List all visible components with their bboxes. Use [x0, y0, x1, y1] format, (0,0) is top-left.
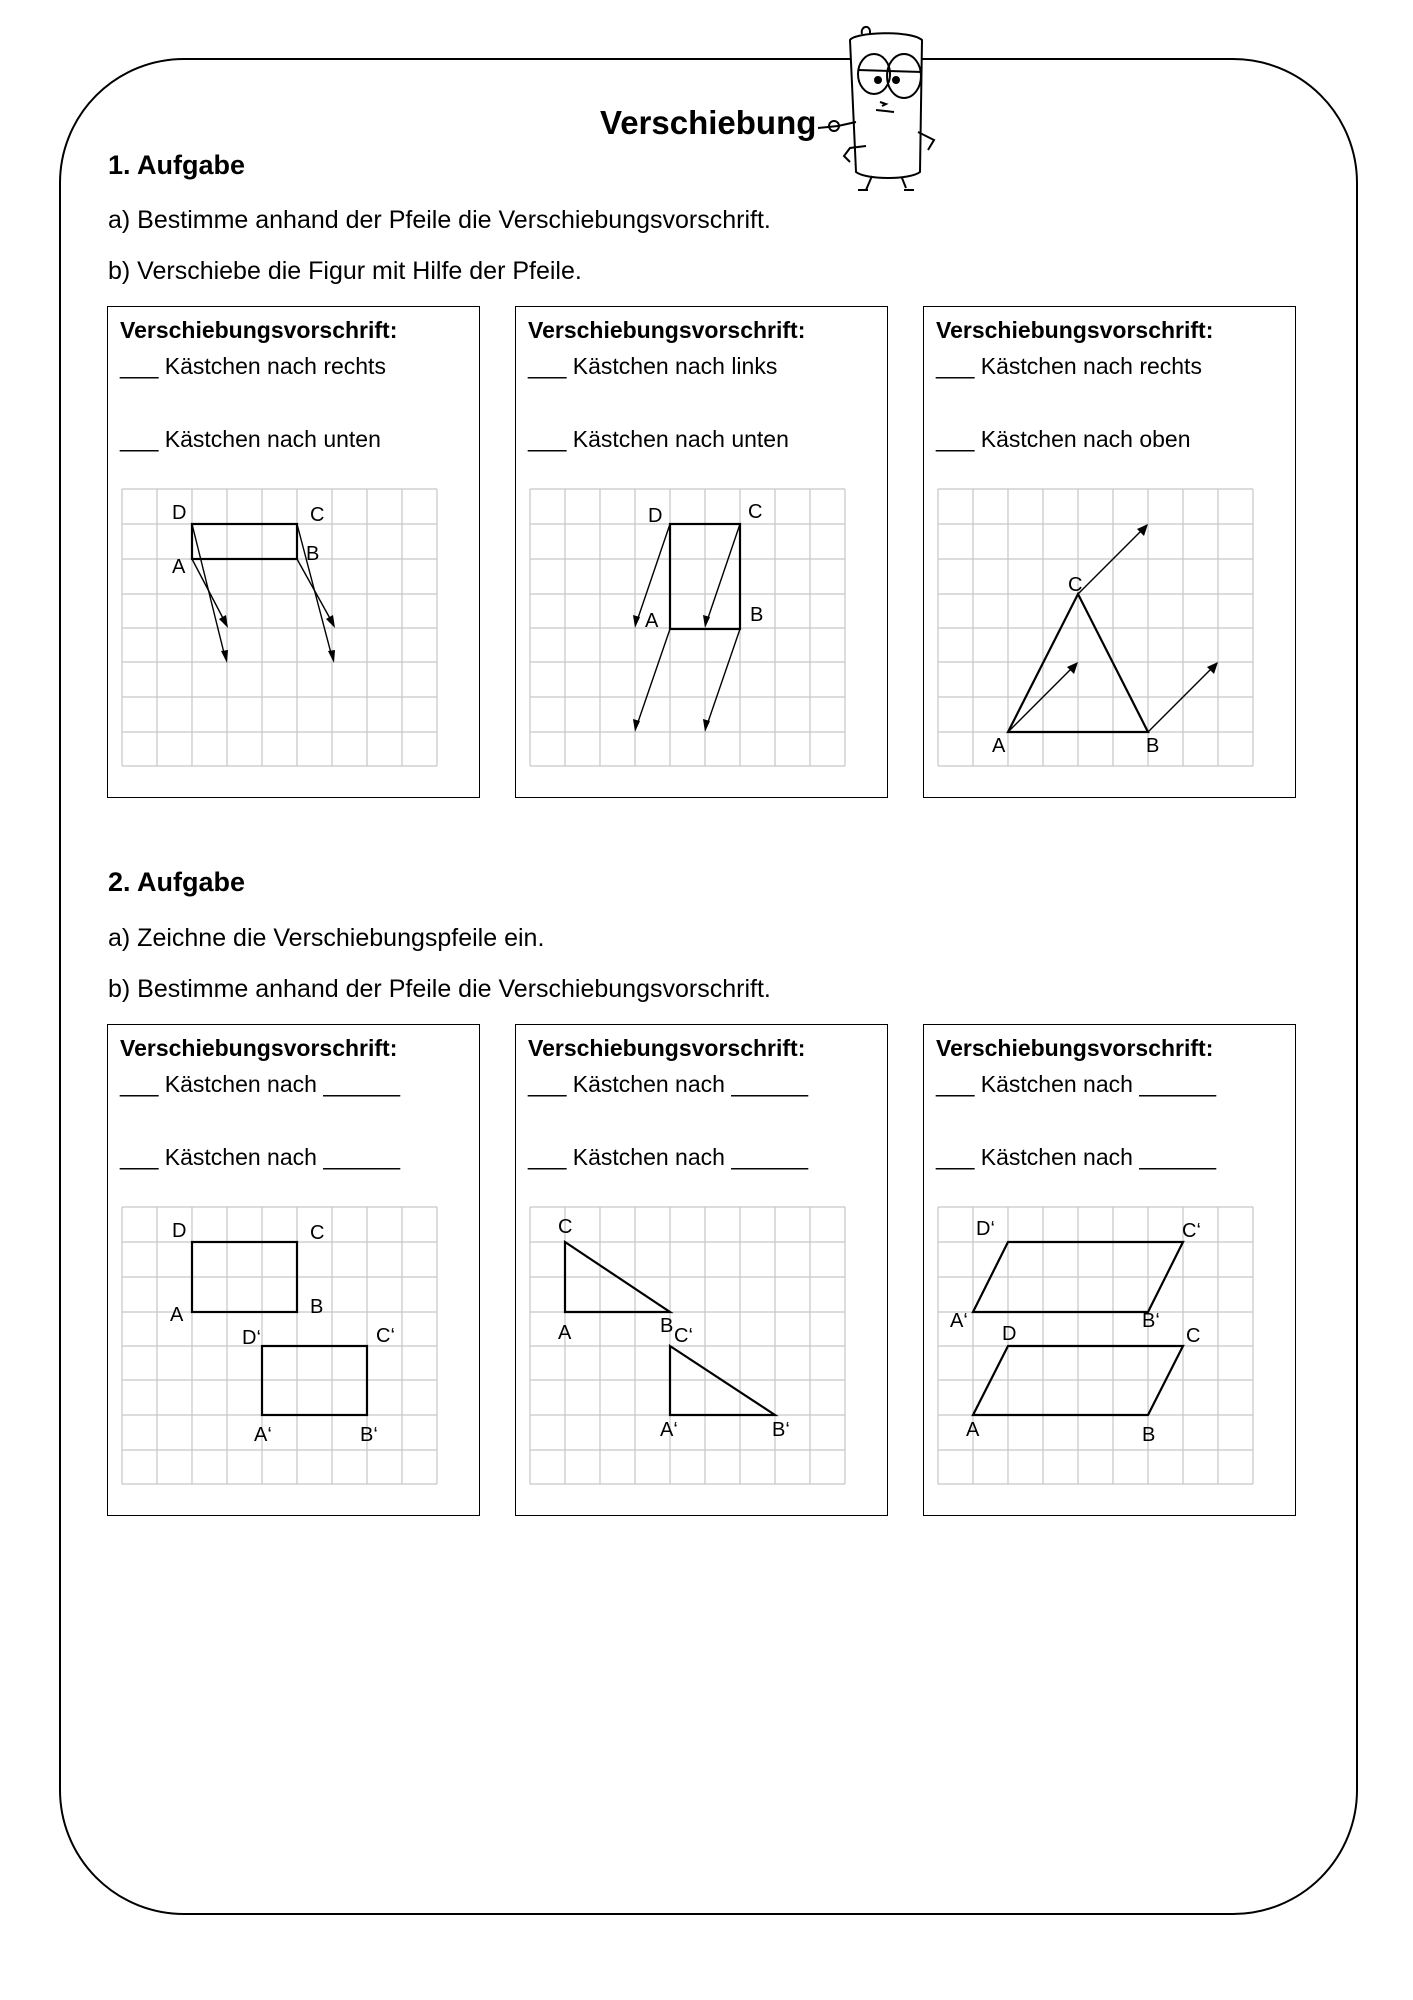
rectangle-abcd	[192, 524, 297, 559]
box-row-2: ___ Kästchen nach unten	[528, 426, 789, 452]
task2-instruction-b: b) Bestimme anhand der Pfeile die Verschiebungsvorschrift.	[108, 975, 771, 1003]
grid-figure	[936, 1205, 1258, 1485]
grid-figure	[528, 487, 850, 767]
box-row-1: ___ Kästchen nach links	[528, 353, 778, 379]
box-row-1: ___ Kästchen nach rechts	[120, 353, 386, 379]
point-label-a: A	[645, 610, 659, 632]
grid-figure	[120, 487, 442, 767]
point-label-c: C	[748, 501, 763, 523]
box-row-1: ___ Kästchen nach ______	[120, 1071, 401, 1097]
point-label-a: A	[992, 735, 1006, 757]
point-label-c: C	[310, 504, 325, 526]
box-row-1: ___ Kästchen nach ______	[528, 1071, 809, 1097]
task2-box-1	[107, 1024, 480, 1516]
box-heading: Verschiebungsvorschrift:	[936, 317, 1214, 343]
grid-figure	[936, 487, 1258, 767]
grid-lines	[122, 489, 437, 766]
point-label-b-image: B‘	[360, 1424, 378, 1446]
point-label-d-image: D‘	[976, 1218, 995, 1240]
point-label-a-image: A‘	[254, 1424, 272, 1446]
mascot-icon	[810, 22, 945, 192]
task2-heading: 2. Aufgabe	[108, 867, 246, 897]
point-label-b-image: B‘	[772, 1419, 790, 1441]
point-label-c: C	[1186, 1325, 1201, 1347]
box-row-2: ___ Kästchen nach ______	[120, 1144, 401, 1170]
point-label-b: B	[1142, 1424, 1156, 1446]
point-label-b-image: B‘	[1142, 1310, 1160, 1332]
point-label-a-image: A‘	[950, 1310, 968, 1332]
task1-instruction-a: a) Bestimme anhand der Pfeile die Verschiebungsvorschrift.	[108, 206, 771, 234]
grid-figure	[528, 1205, 850, 1485]
task2-box-3	[923, 1024, 1296, 1516]
point-label-b: B	[306, 543, 320, 565]
box-heading: Verschiebungsvorschrift:	[120, 1035, 398, 1061]
page-title: Verschiebung	[600, 104, 817, 141]
point-label-c-image: C‘	[1182, 1220, 1201, 1242]
grid-lines	[530, 489, 845, 766]
point-label-c: C	[310, 1222, 325, 1244]
point-label-a-image: A‘	[660, 1419, 678, 1441]
point-label-d: D	[172, 1220, 187, 1242]
task1-box-2	[515, 306, 888, 798]
point-label-a: A	[170, 1304, 184, 1326]
box-heading: Verschiebungsvorschrift:	[120, 317, 398, 343]
point-label-c-image: C‘	[376, 1325, 395, 1347]
grid-figure	[120, 1205, 442, 1485]
point-label-c: C	[558, 1216, 573, 1238]
task1-heading: 1. Aufgabe	[108, 150, 246, 180]
point-label-d: D	[1002, 1323, 1017, 1345]
point-label-c: C	[1068, 574, 1083, 596]
box-row-2: ___ Kästchen nach ______	[936, 1144, 1217, 1170]
box-row-1: ___ Kästchen nach rechts	[936, 353, 1202, 379]
box-row-2: ___ Kästchen nach oben	[936, 426, 1191, 452]
task1-box-1	[107, 306, 480, 798]
box-row-2: ___ Kästchen nach ______	[528, 1144, 809, 1170]
point-label-d: D	[172, 502, 187, 524]
point-label-d: D	[648, 505, 663, 527]
task1-box-3	[923, 306, 1296, 798]
point-label-b: B	[660, 1315, 674, 1337]
box-row-1: ___ Kästchen nach ______	[936, 1071, 1217, 1097]
point-label-a: A	[172, 556, 186, 578]
task2-box-2	[515, 1024, 888, 1516]
point-label-b: B	[1146, 735, 1160, 757]
task1-instruction-b: b) Verschiebe die Figur mit Hilfe der Pfeile.	[108, 257, 582, 285]
box-heading: Verschiebungsvorschrift:	[528, 1035, 806, 1061]
box-row-2: ___ Kästchen nach unten	[120, 426, 381, 452]
point-label-c-image: C‘	[674, 1325, 693, 1347]
task2-instruction-a: a) Zeichne die Verschiebungspfeile ein.	[108, 924, 545, 952]
point-label-a: A	[558, 1322, 572, 1344]
box-heading: Verschiebungsvorschrift:	[528, 317, 806, 343]
box-heading: Verschiebungsvorschrift:	[936, 1035, 1214, 1061]
point-label-b: B	[310, 1296, 324, 1318]
point-label-b: B	[750, 604, 764, 626]
point-label-a: A	[966, 1419, 980, 1441]
point-label-d-image: D‘	[242, 1327, 261, 1349]
